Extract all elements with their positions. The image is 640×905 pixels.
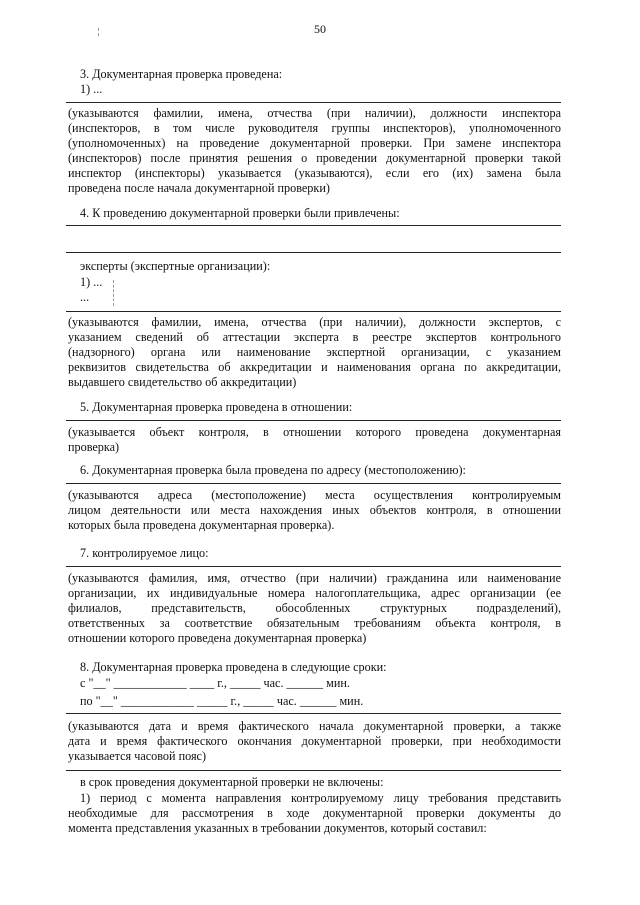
date-from-field: с "__" ____________ ____ г., _____ час. ______ мин. <box>80 676 350 690</box>
section-5-note-line: проверка) <box>68 440 120 454</box>
paragraph-line: 1) период с момента направления контролируемому лицу требования представить <box>80 791 561 805</box>
section-5-note-line: (указывается объект контроля, в отношении которого проведена документарная <box>68 425 561 439</box>
fill-line <box>66 483 561 484</box>
section-8-note-line: дата и время фактического окончания документарной проверки, при необходимости <box>68 734 561 748</box>
section-3-note-line: (инспекторов, в том числе руководителя группы инспекторов), уполномоченного <box>68 121 561 135</box>
section-3-note-line: (инспекторов) после принятия решения о проведении документарной проверки такой <box>68 151 561 165</box>
section-4-title: 4. К проведению документарной проверки были привлечены: <box>80 206 400 220</box>
section-7-note-line: ответственных за соответствие обязательным требованиям объекта контроля, в <box>68 616 561 630</box>
fill-line <box>66 770 561 771</box>
fill-line <box>66 713 561 714</box>
section-4-item-1: 1) ... <box>80 275 103 289</box>
page-number: 50 <box>314 22 326 36</box>
fill-line <box>66 225 561 226</box>
section-4-item-2: ... <box>80 290 90 304</box>
section-4-experts-label: эксперты (экспертные организации): <box>80 259 271 273</box>
paragraph-line: необходимые для рассмотрения в ходе документарной проверки документы до <box>68 806 561 820</box>
scan-artifact-mark <box>113 280 114 306</box>
section-4-note-line: выдавшего свидетельство об аккредитации) <box>68 375 297 389</box>
paragraph-line: момента представления указанных в требовании документов, который составил: <box>68 821 487 835</box>
section-6-note-line: (указываются адреса (местоположение) места осуществления контролируемым <box>68 488 561 502</box>
section-3-item: 1) ... <box>80 82 103 96</box>
section-4-note-line: указанием сведений об аттестации эксперта в реестре экспертов контрольного <box>68 330 561 344</box>
section-8-note-line: указывается часовой пояс) <box>68 749 207 763</box>
section-5-title: 5. Документарная проверка проведена в отношении: <box>80 400 353 414</box>
section-7-note-line: (указываются фамилия, имя, отчество (при наличии) гражданина или наименование <box>68 571 561 585</box>
section-3-note-line: инспектор (инспекторы) указывается (указываются), если его (их) замена была <box>68 166 561 180</box>
section-7-note-line: организации, их индивидуальные номера налогоплательщика, адрес организации (ее <box>68 586 561 600</box>
excluded-label: в срок проведения документарной проверки не включены: <box>80 775 384 789</box>
section-8-note-line: (указываются дата и время фактического начала документарной проверки, а также <box>68 719 561 733</box>
fill-line <box>66 420 561 421</box>
section-4-note-line: (надзорного) органа или наименование экспертной организации, с указанием <box>68 345 561 359</box>
section-3-title: 3. Документарная проверка проведена: <box>80 67 283 81</box>
section-6-note-line: лицом деятельности или места нахождения иных объектов контроля, в отношении <box>68 503 561 517</box>
section-4-note-line: (указываются фамилии, имена, отчества (при наличии), должности экспертов, с <box>68 315 561 329</box>
fill-line <box>66 102 561 103</box>
fill-line <box>66 252 561 253</box>
fill-line <box>66 311 561 312</box>
section-3-note-line: (указываются фамилии, имена, отчества (при наличии), должности инспектора <box>68 106 561 120</box>
section-3-note-line: (уполномоченных) на проведение документарной проверки. При замене инспектора <box>68 136 561 150</box>
section-8-title: 8. Документарная проверка проведена в следующие сроки: <box>80 660 387 674</box>
section-6-title: 6. Документарная проверка была проведена по адресу (местоположению): <box>80 463 466 477</box>
fill-line <box>66 566 561 567</box>
section-3-note-line: проведена после начала документарной проверки) <box>68 181 330 195</box>
section-7-title: 7. контролируемое лицо: <box>80 546 209 560</box>
scan-artifact-mark <box>98 28 99 36</box>
date-to-field: по "__" ____________ _____ г., _____ час. ______ мин. <box>80 694 364 708</box>
section-7-note-line: отношении которого проведена документарная проверка) <box>68 631 367 645</box>
section-7-note-line: филиалов, представительств, обособленных структурных подразделений), <box>68 601 561 615</box>
section-6-note-line: которых была проведена документарная проверка). <box>68 518 335 532</box>
section-4-note-line: реквизитов свидетельства об аккредитации и наименования органа по аккредитации, <box>68 360 561 374</box>
